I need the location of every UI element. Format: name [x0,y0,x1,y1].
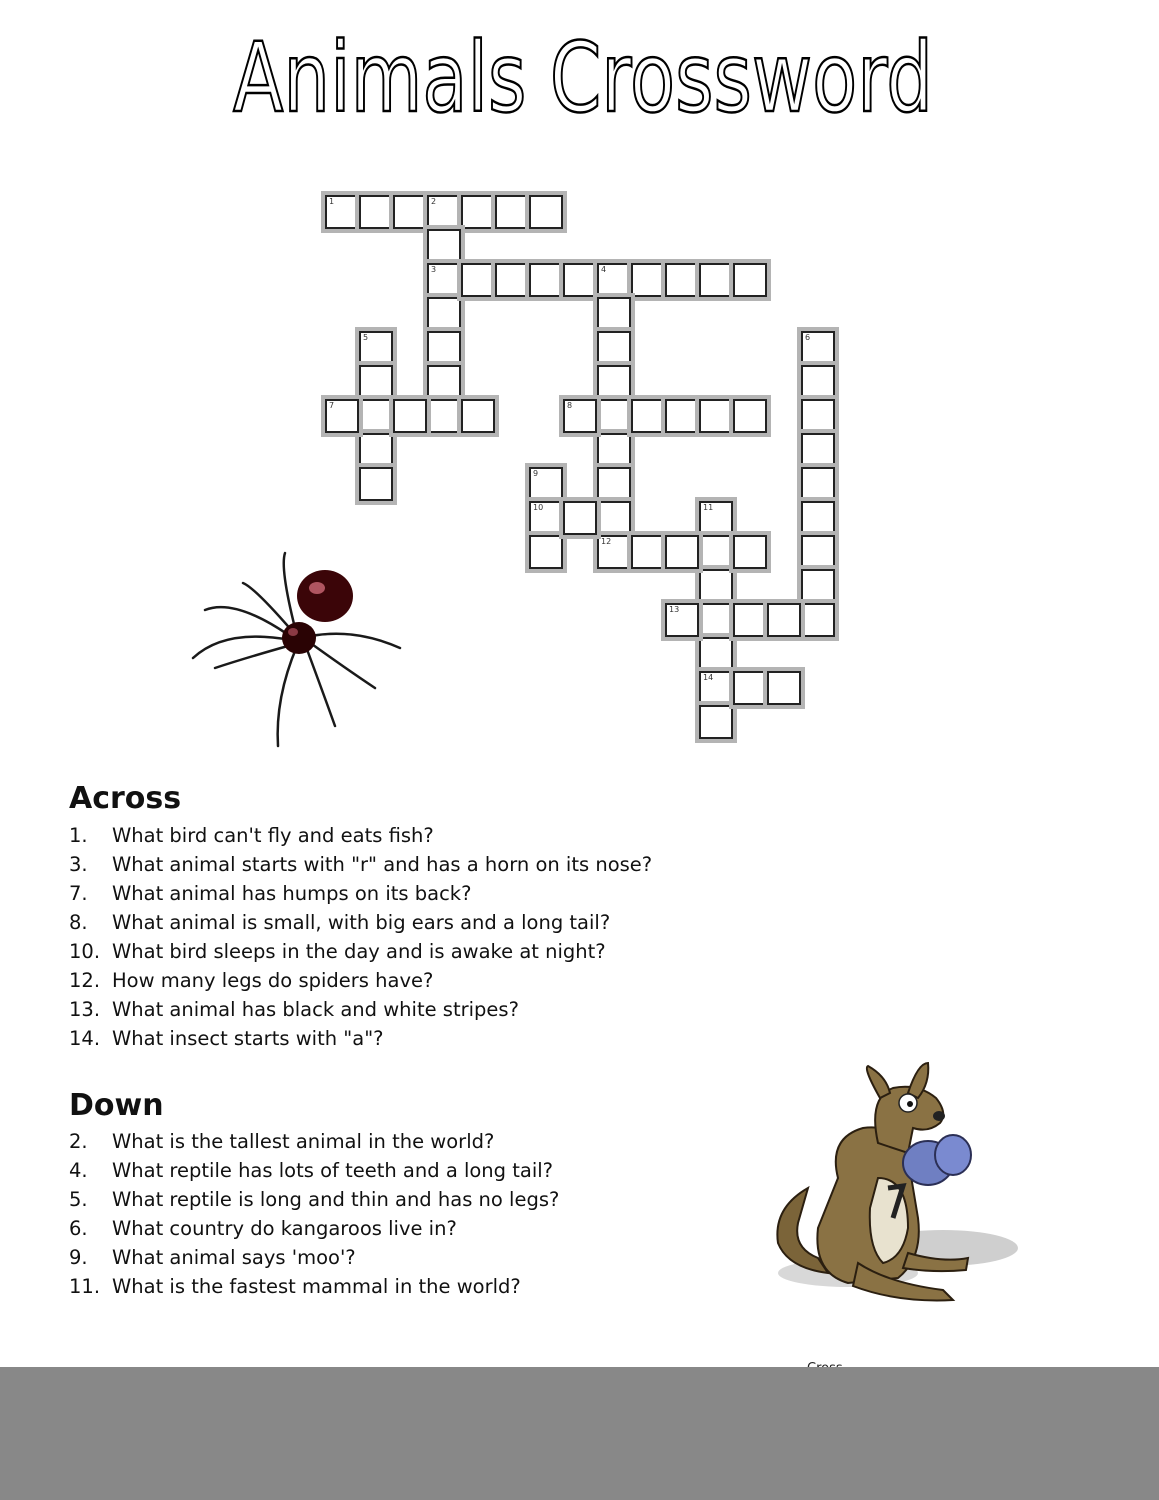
grid-cell[interactable] [427,331,461,365]
grid-cell[interactable] [733,535,767,569]
grid-cell[interactable] [563,399,597,433]
cell-number: 2 [431,197,437,206]
grid-cell[interactable] [699,399,733,433]
grid-cell[interactable] [699,671,733,705]
grid-cell[interactable] [801,501,835,535]
grid-cell[interactable] [495,195,529,229]
grid-cell[interactable] [665,263,699,297]
grid-cell[interactable] [665,399,699,433]
grid-cell[interactable] [597,297,631,331]
grid-cell[interactable] [801,365,835,399]
grid-cell[interactable] [529,195,563,229]
grid-cell[interactable] [631,399,665,433]
grid-cell[interactable] [359,365,393,399]
grid-cell[interactable] [427,229,461,263]
clue-text: What bird can't fly and eats fish? [112,824,434,847]
clue-number: 14. [69,1027,101,1050]
across-clue [69,850,652,879]
clue-number: 6. [69,1217,88,1240]
clue-text: How many legs do spiders have? [112,969,434,992]
across-clue [69,908,652,937]
grid-cell[interactable] [427,297,461,331]
clue-text: What animal starts with "r" and has a horn on its nose? [112,853,653,876]
clue-text: What animal has black and white stripes? [112,998,519,1021]
grid-cell[interactable] [461,195,495,229]
grid-cell[interactable] [733,263,767,297]
grid-cell[interactable] [597,331,631,365]
grid-cell[interactable] [801,569,835,603]
clue-text: What reptile has lots of teeth and a long tail? [112,1159,554,1182]
across-clue [69,995,652,1024]
clue-number: 4. [69,1159,88,1182]
down-clue [69,1185,559,1214]
clue-number: 8. [69,911,88,934]
grid-cell[interactable] [529,501,563,535]
grid-cell[interactable] [461,399,495,433]
grid-cell[interactable] [529,263,563,297]
grid-cell[interactable] [359,399,393,433]
cell-number: 9 [533,469,539,478]
clue-number: 13. [69,998,101,1021]
across-clue [69,937,652,966]
grid-cell[interactable] [495,263,529,297]
grid-cell[interactable] [393,195,427,229]
clue-text: What is the tallest animal in the world? [112,1130,495,1153]
down-clue [69,1127,559,1156]
grid-cell[interactable] [733,399,767,433]
grid-cell[interactable] [597,399,631,433]
grid-cell[interactable] [393,399,427,433]
grid-cell[interactable] [699,603,733,637]
clue-text: What animal has humps on its back? [112,882,472,905]
down-clue-list [69,1127,559,1301]
grid-cell[interactable] [733,603,767,637]
cell-number: 1 [329,197,335,206]
grid-cell[interactable] [325,195,359,229]
grid-cell[interactable] [597,535,631,569]
cell-number: 3 [431,265,437,274]
grid-cell[interactable] [767,603,801,637]
grid-cell[interactable] [597,365,631,399]
cell-number: 13 [669,605,680,614]
down-clue [69,1156,559,1185]
cell-number: 4 [601,265,607,274]
grid-cell[interactable] [665,535,699,569]
clue-number: 9. [69,1246,88,1269]
across-clue [69,966,652,995]
down-heading: Down [69,1088,164,1123]
grid-cell[interactable] [801,603,835,637]
grid-cell[interactable] [597,263,631,297]
grid-cell[interactable] [359,433,393,467]
grid-cell[interactable] [631,263,665,297]
grid-cell[interactable] [801,331,835,365]
grid-cell[interactable] [597,501,631,535]
cell-number: 7 [329,401,335,410]
clue-number: 1. [69,824,88,847]
cell-number: 6 [805,333,811,342]
clue-text: What animal is small, with big ears and a long tail? [112,911,611,934]
grid-cell[interactable] [699,569,733,603]
grid-cell[interactable] [699,501,733,535]
grid-cell[interactable] [597,433,631,467]
grid-cell[interactable] [699,535,733,569]
grid-cell[interactable] [733,671,767,705]
down-clue [69,1243,559,1272]
cell-number: 5 [363,333,369,342]
clue-text: What animal says 'moo'? [112,1246,356,1269]
grid-cell[interactable] [427,195,461,229]
cell-number: 8 [567,401,573,410]
grid-cell[interactable] [529,535,563,569]
clue-text: What reptile is long and thin and has no legs? [112,1188,560,1211]
grid-cell[interactable] [427,365,461,399]
grid-cell[interactable] [597,467,631,501]
grid-cell[interactable] [427,399,461,433]
grid-cell[interactable] [427,263,461,297]
grid-cell[interactable] [801,399,835,433]
across-clue [69,879,652,908]
cell-number: 11 [703,503,714,512]
grid-cell[interactable] [801,433,835,467]
spider-illustration [185,548,415,748]
clue-number: 11. [69,1275,101,1298]
clue-number: 12. [69,969,101,992]
grid-cell[interactable] [801,467,835,501]
grid-cell[interactable] [699,263,733,297]
page-title [0,0,1159,140]
down-clue [69,1214,559,1243]
across-clue [69,1024,652,1053]
clue-text: What insect starts with "a"? [112,1027,384,1050]
grid-cell[interactable] [699,637,733,671]
clue-number: 5. [69,1188,88,1211]
down-clue [69,1272,559,1301]
clue-text: What is the fastest mammal in the world? [112,1275,521,1298]
cell-number: 12 [601,537,612,546]
grid-cell[interactable] [665,603,699,637]
grid-cell[interactable] [359,331,393,365]
grid-cell[interactable] [325,399,359,433]
boxing-kangaroo-illustration [768,1058,1028,1308]
grid-cell[interactable] [563,263,597,297]
across-heading: Across [69,781,182,816]
across-clue-list [69,821,652,1053]
grid-cell[interactable] [699,705,733,739]
grid-cell[interactable] [801,535,835,569]
grid-cell[interactable] [631,535,665,569]
clue-number: 2. [69,1130,88,1153]
clue-text: What bird sleeps in the day and is awake at night? [112,940,606,963]
clue-text: What country do kangaroos live in? [112,1217,457,1240]
clue-number: 3. [69,853,88,876]
grid-cell[interactable] [529,467,563,501]
title-text: Animals Crossword [233,22,933,134]
cell-number: 10 [533,503,544,512]
grid-cell[interactable] [461,263,495,297]
grid-cell[interactable] [767,671,801,705]
across-clue [69,821,652,850]
footer-bar [0,1367,1159,1500]
clue-number: 7. [69,882,88,905]
cell-number: 14 [703,673,714,682]
grid-cell[interactable] [359,195,393,229]
clue-number: 10. [69,940,101,963]
grid-cell[interactable] [359,467,393,501]
footer-text [807,1358,857,1367]
grid-cell[interactable] [563,501,597,535]
